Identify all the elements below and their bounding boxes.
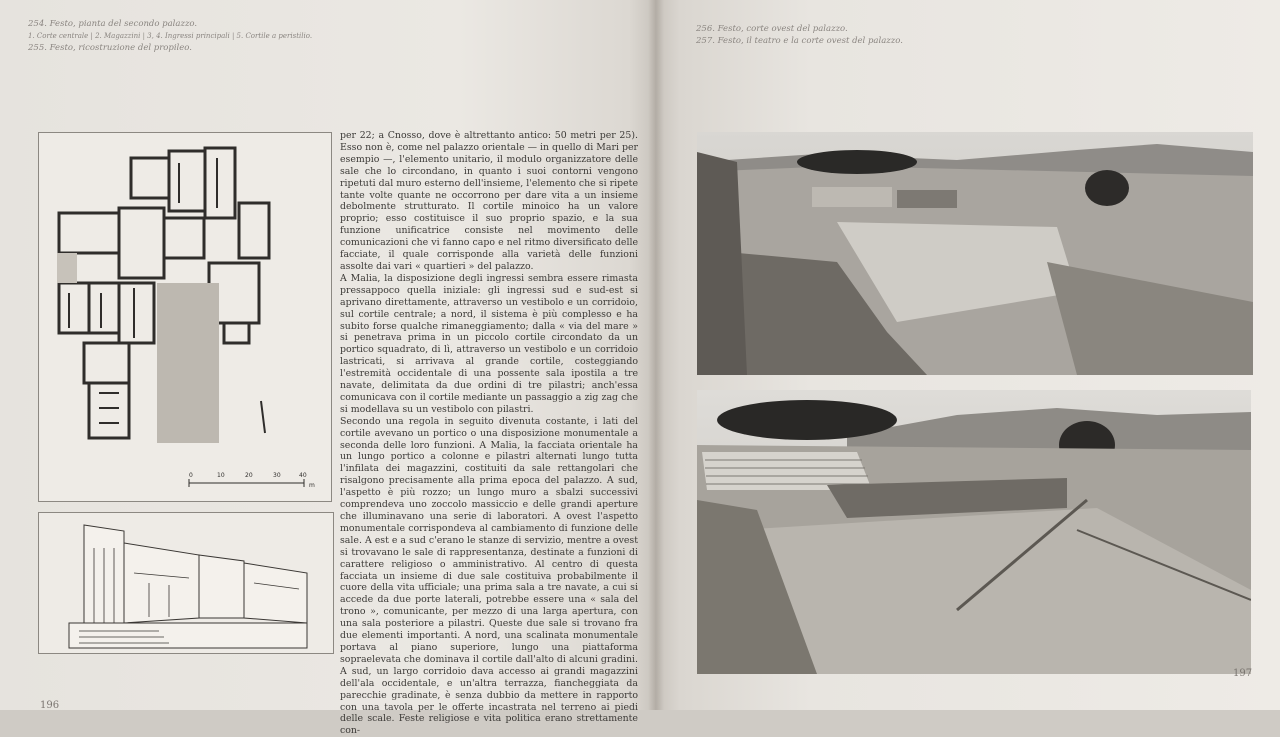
propylaeum-drawing (39, 513, 333, 653)
svg-text:10: 10 (217, 472, 225, 479)
main-body-text (340, 130, 638, 737)
palace-plan-drawing (39, 133, 331, 501)
page-number-right: 197 (1233, 668, 1253, 679)
svg-text:40: 40 (299, 472, 307, 479)
body-paragraph: A Malia, la disposizione degli ingressi sembra essere rimasta pressappoco quella iniziale: gli ingressi sud e sud-est si aprivano direttamente, attraverso un vestibolo e un corridoio, sul cortile centrale; a nord, il sistema è più complesso e ha subito forse qualche rimaneggiamento; dalla « via del mare » si penetrava prima in un piccolo cortile circondato da un portico squadrato, di lì, attraverso un vestibolo e un corridoio lastricati, si arrivava al grande cortile, costeggiando l'estremità occidentale di una possente sala ipostila a tre navate, delimitata da due ordini di tre pilastri; anch'essa comunicava con il cortile mediante un passaggio a zig zag che si modellava su un vestibolo con pilastri. (340, 272, 638, 415)
photo-west-court (697, 132, 1253, 375)
caption-256: 256. Festo, corte ovest del palazzo. (696, 24, 848, 34)
scale-labels (189, 472, 315, 489)
palace-plan-figure (38, 132, 332, 502)
svg-text:20: 20 (245, 472, 253, 479)
page-number-left: 196 (40, 700, 60, 711)
caption-254-legend: 1. Corte centrale | 2. Magazzini | 3, 4. Ingressi principali | 5. Cortile a peristilio. (28, 32, 313, 40)
left-captions (28, 18, 358, 54)
caption-254: 254. Festo, pianta del secondo palazzo. (28, 19, 198, 29)
svg-text:m: m (309, 482, 315, 489)
svg-text:30: 30 (273, 472, 281, 479)
caption-257: 257. Festo, il teatro e la corte ovest del palazzo. (696, 36, 903, 46)
right-captions (696, 23, 956, 47)
body-paragraph: per 22; a Cnosso, dove è altrettanto antico: 50 metri per 25). Esso non è, come nel palazzo orientale — in quello di Mari per esempio —, l'elemento unitario, il modulo organizzatore delle sale che lo circondano, in quanto i suoi contorni vengono ripetuti dal muro esterno dell'insieme, l'elemento che si ripete tante volte quante ne occorrono per dare vita a un insieme debolmente strutturato. Il cortile minoico ha un valore proprio; esso costituisce il suo proprio spazio, e la sua funzione unificatrice consiste nel movimento delle comunicazioni che vi fanno capo e nel ritmo diversificato delle facciate, il quale corrisponde alla varietà delle funzioni assolte dai vari « quartieri » del palazzo. (340, 130, 638, 272)
photo-theatre-west-court (697, 390, 1251, 674)
body-paragraph: Secondo una regola in seguito divenuta costante, i lati del cortile avevano un portico o una disposizione monumentale a seconda delle loro funzioni. A Malia, la facciata orientale ha un lungo portico a colonne e pilastri alternati lungo tutta l'infilata dei magazzini, costituiti da sale rettangolari che risalgono precisamente alla prima epoca del palazzo. A sud, l'aspetto è più rozzo; un lungo muro a sbalzi successivi comprendeva uno zoccolo massiccio e delle grandi aperture che illuminavano una serie di laboratori. A ovest l'aspetto monumentale corrispondeva al cambiamento di funzione delle sale. A est e a sud c'erano le stanze di servizio, mentre a ovest si trovavano le sale di rappresentanza, destinate a funzioni di carattere religioso o amministrativo. Al centro di questa facciata un insieme di due sale costituiva probabilmente il cuore della vita ufficiale; una prima sala a tre navate, a cui si accede da due porte laterali, potrebbe essere una « sala del trono », comunicante, per mezzo di una larga apertura, con una sala posteriore a pilastri. Queste due sale si trovano fra due elementi importanti. A nord, una scalinata monumentale portava al piano superiore, lungo una piattaforma sopraelevata che dominava il cortile dall'alto di alcuni gradini. A sud, un largo corridoio dava accesso ai grandi magazzini dell'ala occidentale, e un'altra terrazza, fiancheggiata da parecchie gradinate, è senza dubbio da mettere in rapporto con una tavola per le offerte incastrata nel terreno ai piedi delle scale. Feste religiose e vita politica erano strettamente con- (340, 415, 638, 737)
caption-255: 255. Festo, ricostruzione del propileo. (28, 43, 192, 53)
svg-text:0: 0 (189, 472, 193, 479)
book-gutter (648, 0, 664, 710)
propylaeum-reconstruction-figure (38, 512, 334, 654)
